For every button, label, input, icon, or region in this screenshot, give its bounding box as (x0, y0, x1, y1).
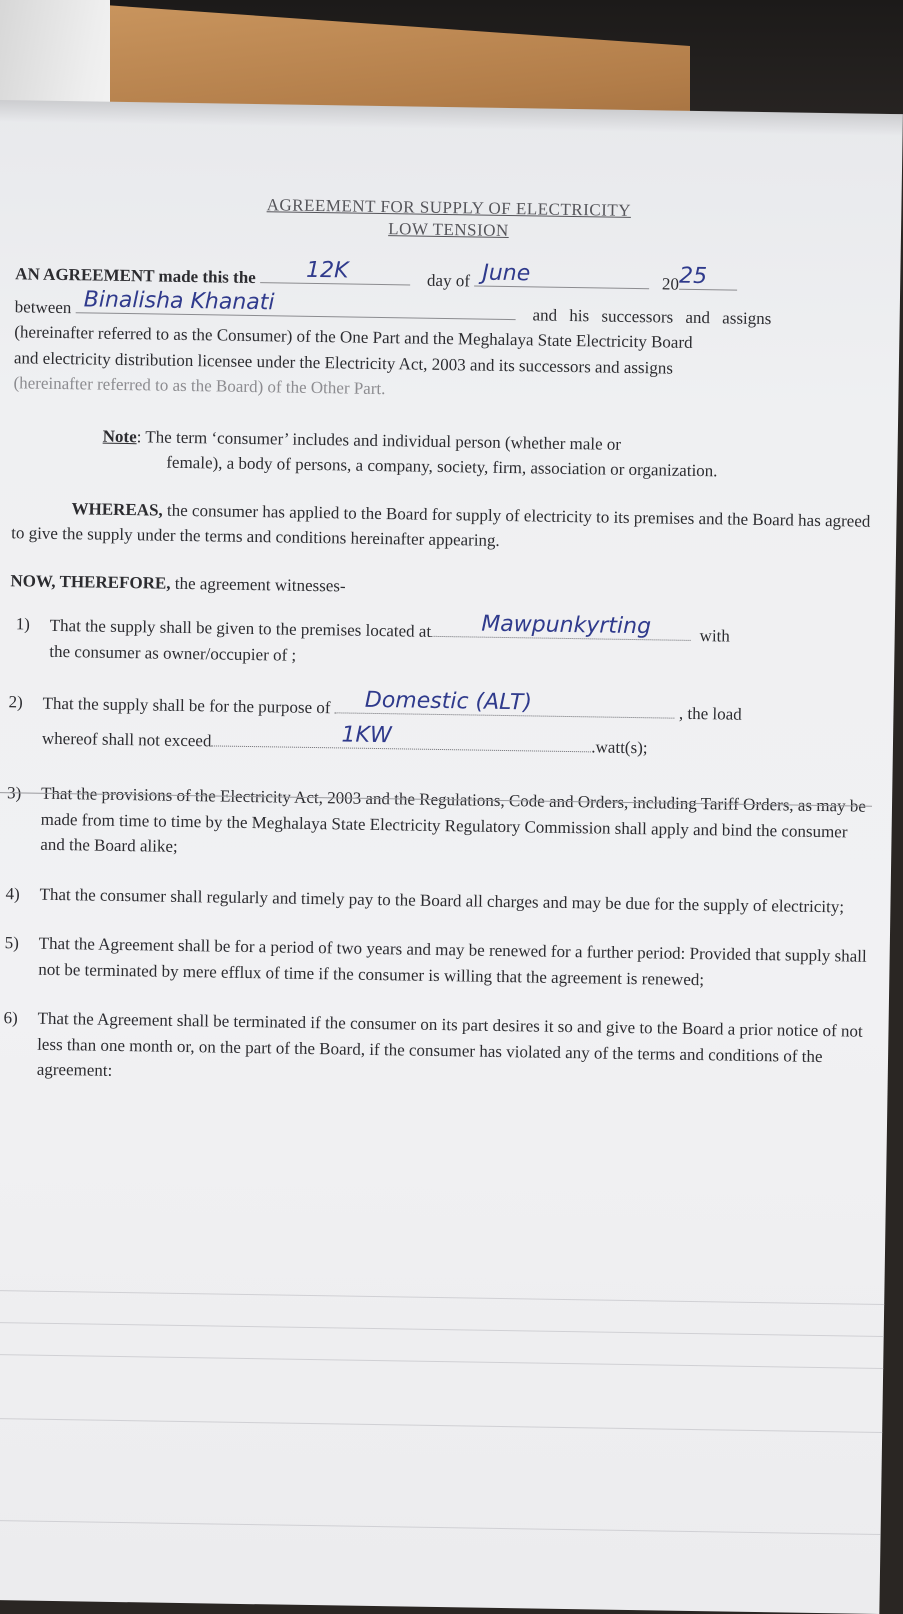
now-therefore-bold: NOW, THEREFORE, (10, 570, 171, 593)
clause-6 (3, 1005, 869, 1095)
load-field[interactable] (211, 722, 591, 752)
clause-2-line2-pre: whereof shall not exceed (41, 728, 212, 751)
ruled-line (0, 1290, 884, 1305)
ruled-line (0, 1418, 882, 1433)
clause-number: 4) (5, 883, 20, 904)
clause-3 (6, 780, 872, 870)
purpose-field[interactable] (335, 687, 675, 719)
ruled-line (0, 1354, 883, 1369)
note-text-2: female), a body of persons, a company, society, firm, association or organization. (166, 452, 718, 481)
clause-body: That the Agreement shall be terminated if the consumer on its part desires it so and give to the Board a prior notice of not less than one month or, on the part of the Board, if the consumer has violated any of the terms and conditions of the agreement: (36, 1008, 863, 1081)
whereas-bold: WHEREAS, (71, 498, 163, 520)
intro-part1: AN AGREEMENT made this the (15, 264, 256, 288)
clause-1-line-2: the consumer as owner/occupier of ; (49, 641, 297, 665)
paper-sheet (0, 100, 903, 1614)
premises-field[interactable] (431, 611, 691, 641)
month-value: June (482, 260, 531, 287)
intro-line-3: (hereinafter referred to as the Consumer) of the One Part and the Meghalaya State Electricity Board (14, 322, 693, 353)
document-title: AGREEMENT FOR SUPPLY OF ELECTRICITY (266, 195, 632, 220)
clause-number: 5) (4, 933, 20, 953)
clause-body: That the Agreement shall be for a period of two years and may be renewed for a further period: Provided that supply shall not be terminated by mere efflux of time if the consumer is willing that the agreement is renewed; (38, 933, 867, 989)
clause-2-pre: That the supply shall be for the purpose of (42, 693, 331, 718)
clause-1-post: with (699, 626, 731, 646)
clause-1 (15, 612, 875, 677)
whereas-text: the consumer has applied to the Board for supply of electricity to its premises and the Board has agreed to give the supply under the terms and conditions hereinafter appearing. (11, 500, 871, 551)
clause-2-post: , the load (678, 703, 742, 724)
note-label: Note (102, 426, 137, 446)
year-prefix: 20 (661, 274, 680, 294)
year-field[interactable] (678, 263, 737, 291)
purpose-value: Domestic (ALT) (364, 687, 533, 716)
note-block (102, 423, 878, 486)
day-field[interactable] (260, 258, 410, 285)
document-body (3, 190, 882, 1095)
intro-line-4: and electricity distribution licensee under the Electricity Act, 2003 and its successors and assigns (13, 347, 674, 378)
note-text-1: : The term ‘consumer’ includes and individual person (whether male or (136, 426, 622, 454)
intro-tail: and his successors and assigns (532, 305, 772, 328)
between-label: between (14, 296, 72, 317)
clause-body (41, 687, 874, 764)
year-value: 25 (678, 263, 708, 290)
clause-2-line-1 (42, 687, 873, 730)
clause-2-line-2 (42, 724, 873, 764)
load-value: 1KW (341, 722, 392, 748)
clause-body: That the provisions of the Electricity Act, 2003 and the Regulations, Code and Orders, including Tariff Orders, as may be made from time to time by the Meghalaya State Electricity Regulatory Commission shall apply and bind the consumer and the Board alike; (40, 783, 867, 857)
premises-value: Mawpunkyrting (481, 611, 652, 640)
intro-line-5: (hereinafter referred to as the Board) of the Other Part. (13, 373, 386, 399)
clause-5 (4, 930, 870, 995)
consumer-name-value: Binalisha Khanati (83, 287, 275, 316)
whereas-paragraph (11, 495, 877, 560)
now-therefore-text: the agreement witnesses- (170, 573, 346, 596)
ruled-line (0, 1322, 884, 1337)
document-subtitle: LOW TENSION (388, 219, 509, 241)
clause-2-line2-post: .watt(s); (591, 737, 648, 757)
clause-number: 6) (3, 1008, 18, 1028)
consumer-name-field[interactable] (76, 287, 516, 320)
clause-body: That the consumer shall regularly and timely pay to the Board all charges and may be due for the supply of electricity; (39, 884, 845, 917)
clause-4 (5, 881, 870, 920)
clause-1-pre: That the supply shall be given to the premises located at (49, 616, 432, 642)
clause-body (49, 612, 875, 677)
now-therefore (10, 568, 875, 607)
clause-number: 1) (15, 614, 31, 634)
month-field[interactable] (474, 260, 649, 290)
day-value: 12K (305, 258, 349, 284)
clause-number: 3) (6, 783, 22, 803)
ruled-line (0, 1520, 881, 1535)
clause-number: 2) (8, 692, 23, 712)
intro-part2: day of (426, 270, 471, 291)
clause-2 (8, 689, 874, 764)
